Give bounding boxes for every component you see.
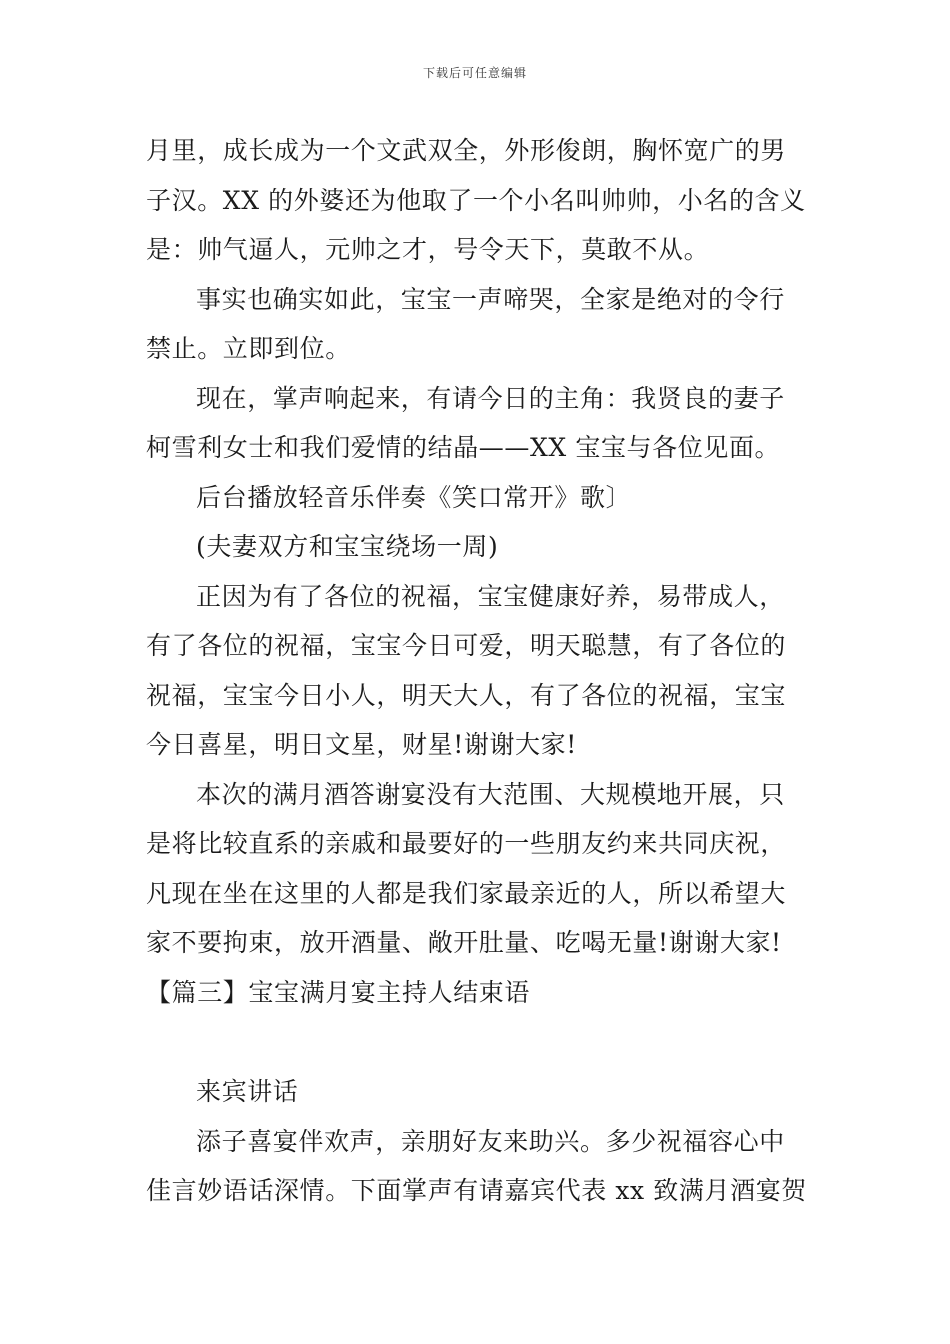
blank-gap [146, 1017, 812, 1067]
text-line: 家不要拘束，放开酒量、敞开肚量、吃喝无量!谢谢大家! [146, 928, 782, 957]
text-line: 今日喜星，明日文星，财星!谢谢大家! [146, 730, 577, 759]
text-line: 祝福，宝宝今日小人，明天大人，有了各位的祝福，宝宝 [146, 680, 787, 710]
text-line: 添子喜宴伴欢声，亲朋好友来助兴。多少祝福容心中 [196, 1126, 785, 1156]
section-heading: 【篇三】宝宝满月宴主持人结束语 [146, 977, 531, 1007]
document-body [146, 126, 812, 1216]
text-line: 禁止。立即到位。 [146, 334, 351, 363]
text-line: 本次的满月酒答谢宴没有大范围、大规模地开展，只 [196, 779, 785, 809]
text-line: 是将比较直系的亲戚和最要好的一些朋友约来共同庆祝， [146, 829, 787, 858]
text-line: 后台播放轻音乐伴奏《笑口常开》歌〕 [196, 482, 632, 512]
page-header: 下载后可任意编辑 [422, 66, 527, 80]
text-line: 事实也确实如此，宝宝一声啼哭，全家是绝对的令行 [196, 284, 785, 314]
text-line: 柯雪利女士和我们爱情的结晶——XX 宝宝与各位见面。 [146, 433, 781, 462]
text-line: 有了各位的祝福，宝宝今日可爱，明天聪慧，有了各位的 [146, 631, 787, 660]
text-line: 现在，掌声响起来，有请今日的主角：我贤良的妻子 [196, 383, 785, 413]
text-line: 是：帅气逼人，元帅之才，号令天下，莫敢不从。 [146, 235, 710, 264]
text-line: 月里，成长成为一个文武双全，外形俊朗，胸怀宽广的男 [146, 136, 787, 165]
text-line: 凡现在坐在这里的人都是我们家最亲近的人，所以希望大 [146, 878, 787, 908]
text-line: 正因为有了各位的祝福，宝宝健康好养，易带成人， [196, 581, 785, 611]
text-line: (夫妻双方和宝宝绕场一周) [196, 532, 499, 561]
text-line: 子汉。XX 的外婆还为他取了一个小名叫帅帅，小名的含义 [146, 185, 806, 215]
text-line: 佳言妙语话深情。下面掌声有请嘉宾代表 xx 致满月酒宴贺 [146, 1176, 807, 1205]
text-line: 来宾讲话 [196, 1077, 299, 1106]
